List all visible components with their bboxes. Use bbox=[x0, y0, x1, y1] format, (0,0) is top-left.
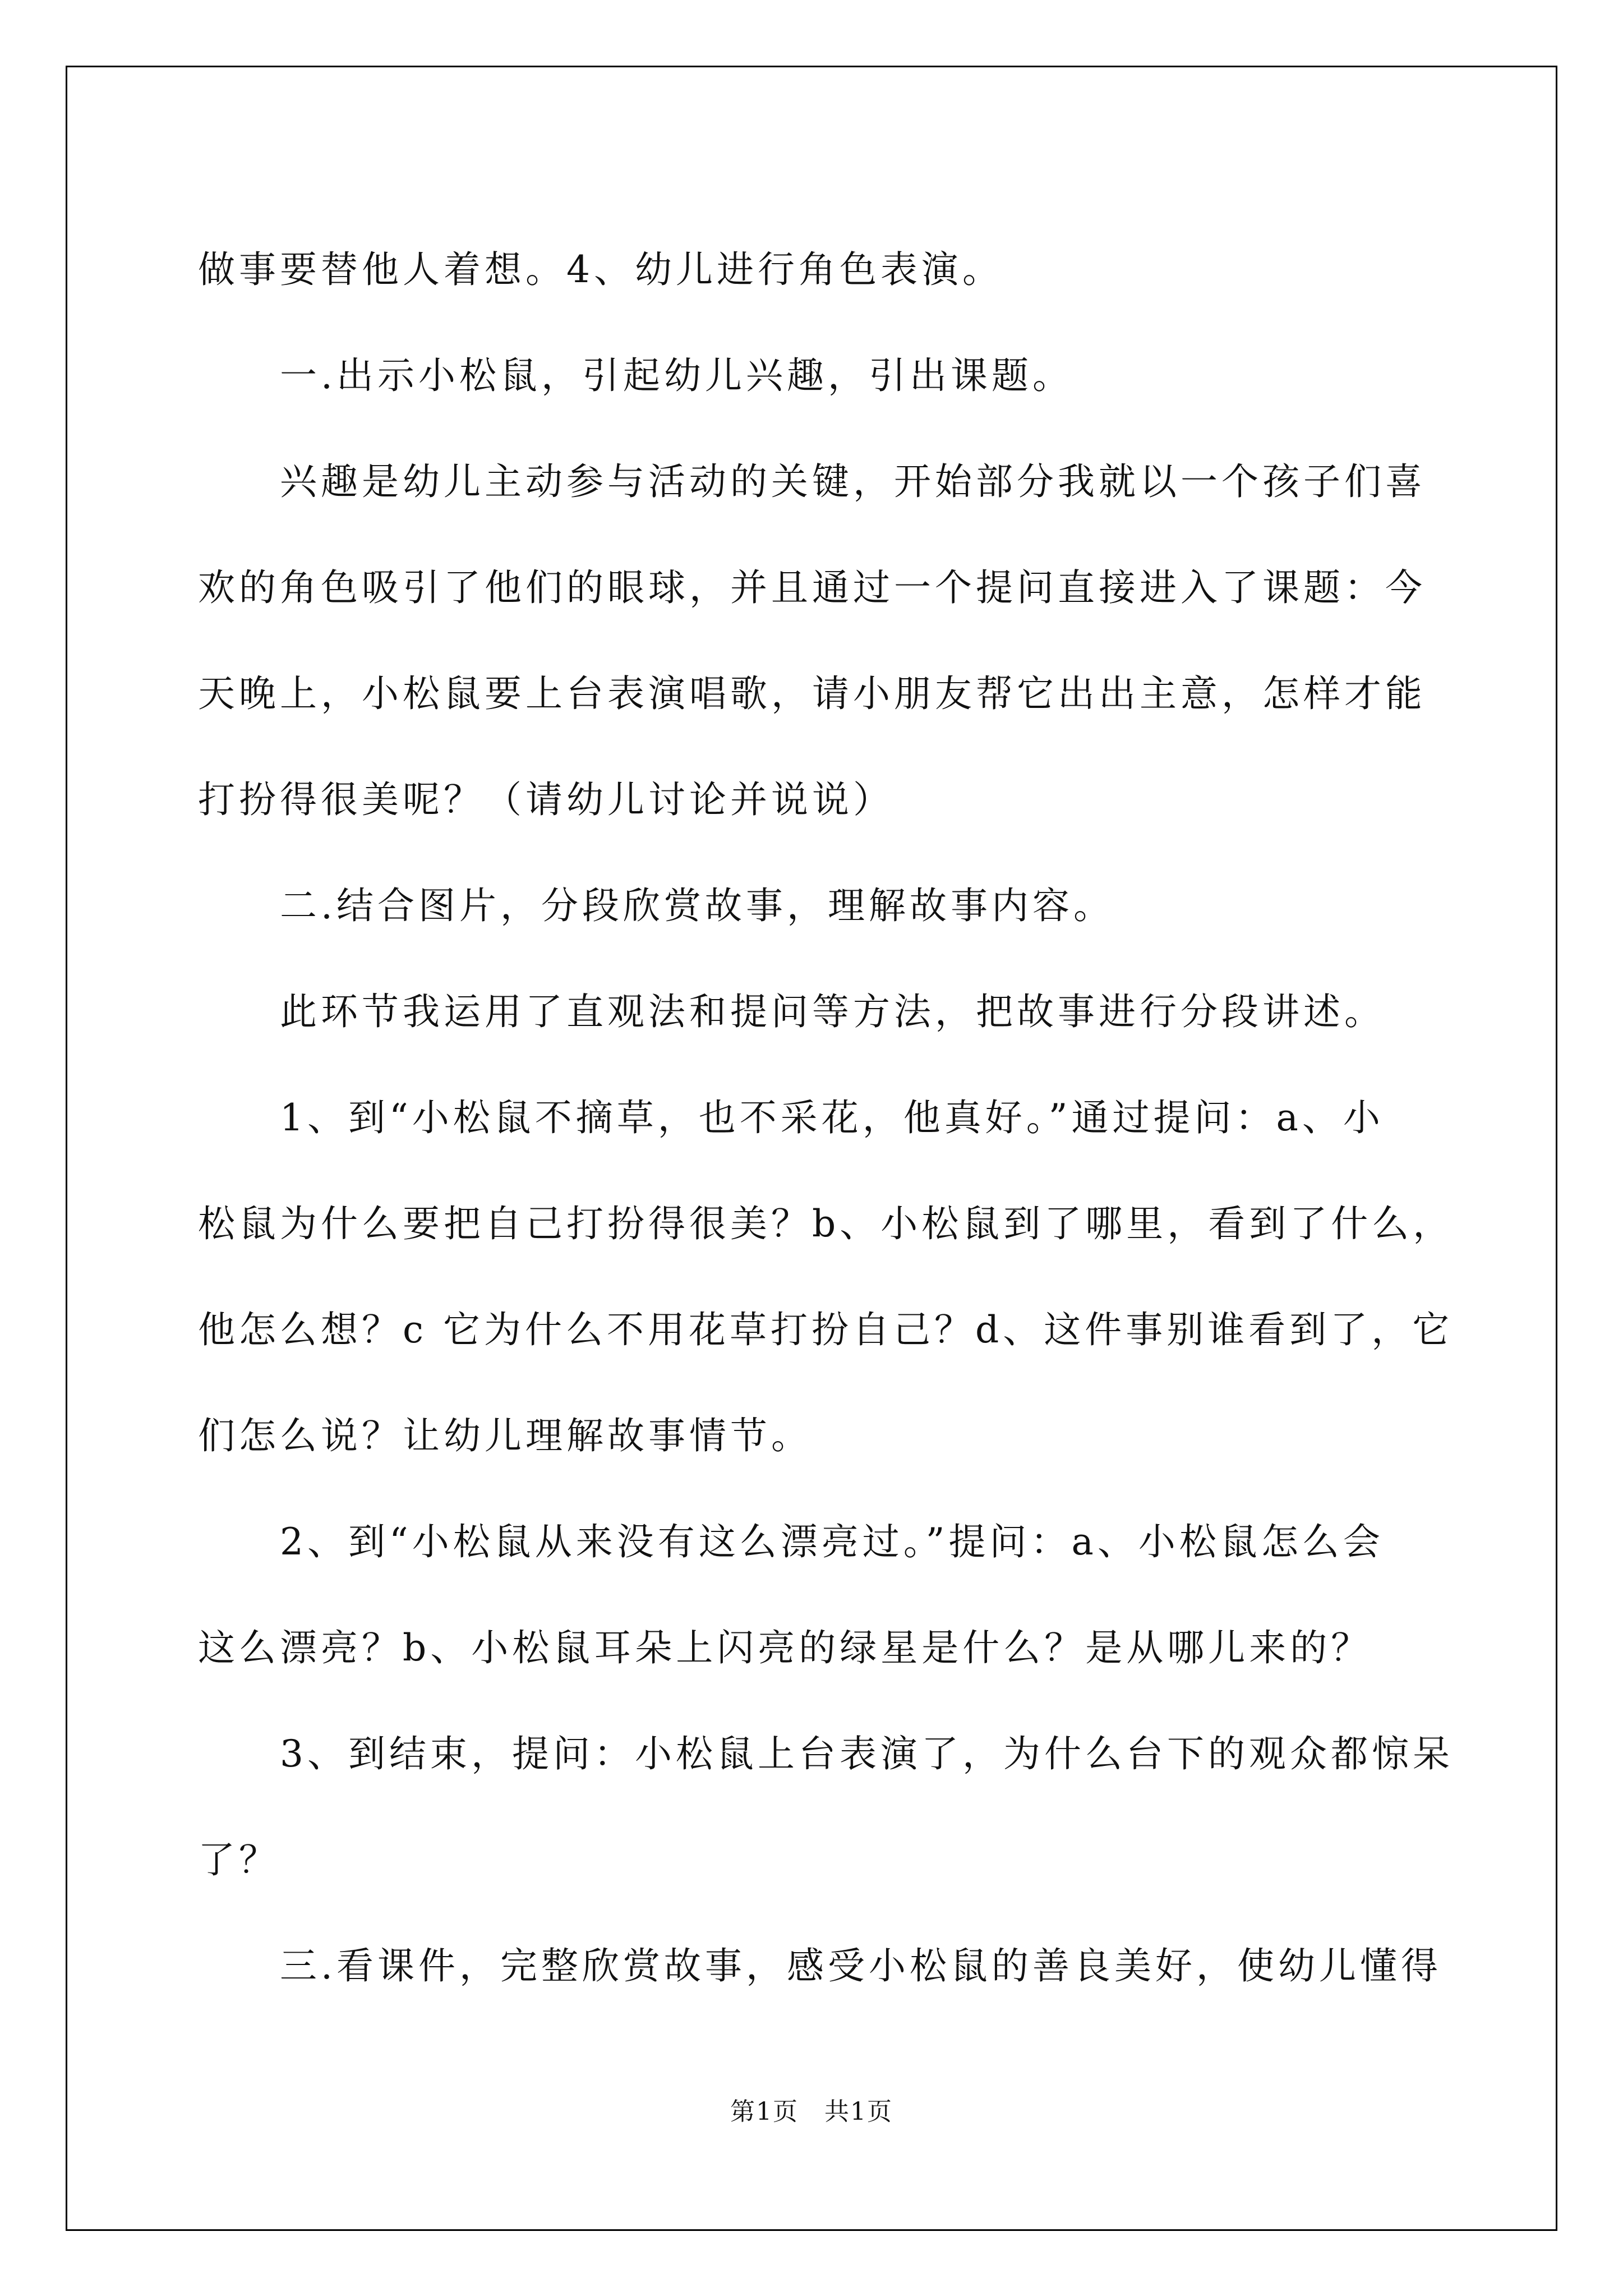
text-line: 松鼠为什么要把自己打扮得很美？b、小松鼠到了哪里，看到了什么， bbox=[198, 1202, 1454, 1245]
text-line: 此环节我运用了直观法和提问等方法，把故事进行分段讲述。 bbox=[280, 990, 1385, 1033]
text-line: 他怎么想？c 它为什么不用花草打扮自己？d、这件事别谁看到了，它 bbox=[198, 1308, 1454, 1351]
page-total: 共1页 bbox=[824, 2097, 893, 2126]
text-line: 二.结合图片，分段欣赏故事，理解故事内容。 bbox=[280, 884, 1114, 927]
text-line: 1、到“小松鼠不摘草，也不采花，他真好。”通过提问：a、小 bbox=[280, 1096, 1384, 1139]
text-line: 天晚上，小松鼠要上台表演唱歌，请小朋友帮它出出主意，怎样才能 bbox=[198, 672, 1426, 715]
text-line: 2、到“小松鼠从来没有这么漂亮过。”提问：a、小松鼠怎么会 bbox=[280, 1520, 1384, 1563]
text-line: 做事要替他人着想。4、幼儿进行角色表演。 bbox=[198, 248, 1003, 291]
text-line: 兴趣是幼儿主动参与活动的关键，开始部分我就以一个孩子们喜 bbox=[280, 460, 1426, 503]
document-body bbox=[198, 213, 1454, 2016]
text-line: 3、到结束，提问：小松鼠上台表演了，为什么台下的观众都惊呆 bbox=[280, 1732, 1454, 1775]
page-footer bbox=[0, 2091, 1623, 2127]
page-number: 第1页 bbox=[730, 2097, 799, 2126]
text-line: 们怎么说？让幼儿理解故事情节。 bbox=[198, 1414, 812, 1457]
text-line: 欢的角色吸引了他们的眼球，并且通过一个提问直接进入了课题：今 bbox=[198, 566, 1426, 609]
text-line: 三.看课件，完整欣赏故事，感受小松鼠的善良美好，使幼儿懂得 bbox=[280, 1944, 1442, 1987]
text-line: 打扮得很美呢？（请幼儿讨论并说说） bbox=[198, 778, 894, 821]
text-line: 这么漂亮？b、小松鼠耳朵上闪亮的绿星是什么？是从哪儿来的？ bbox=[198, 1626, 1372, 1669]
text-line: 一.出示小松鼠，引起幼儿兴趣，引出课题。 bbox=[280, 354, 1073, 397]
text-line: 了？ bbox=[198, 1838, 280, 1881]
